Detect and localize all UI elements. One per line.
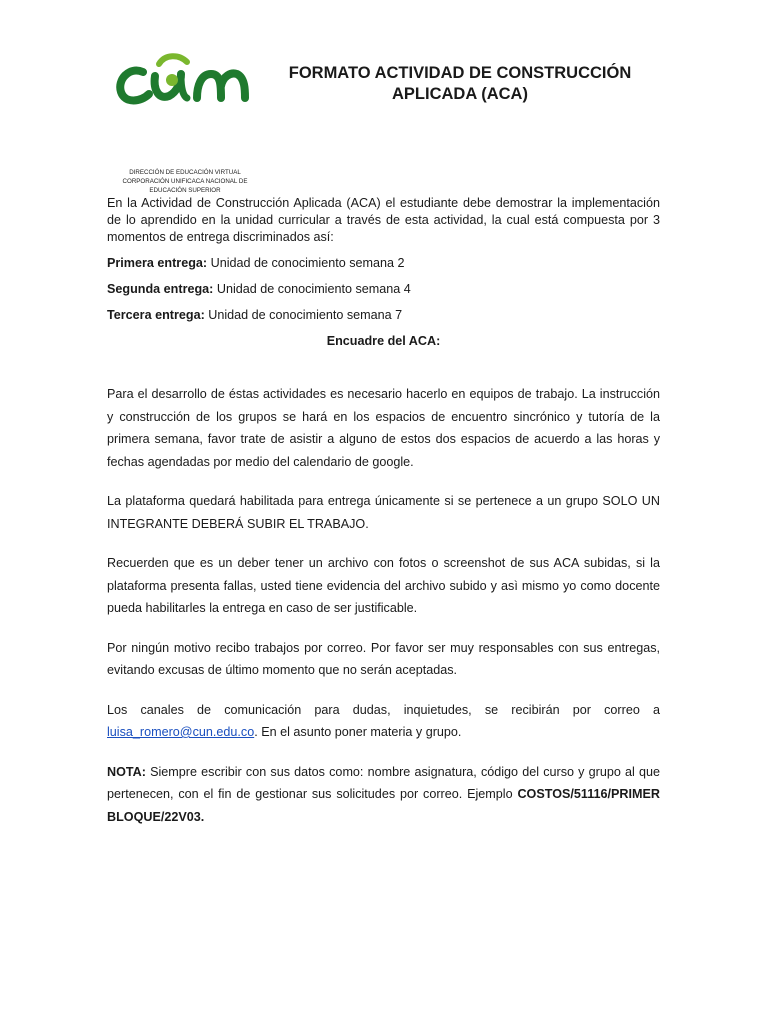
subheader-line-3: EDUCACIÓN SUPERIOR [149,187,221,194]
entrega-label: Primera entrega: [107,256,208,270]
intro-paragraph: En la Actividad de Construcción Aplicada (ACA) el estudiante debe demostrar la implementación de lo aprendido en la unidad curricular a través de esta actividad, la cual está compuesta por 3 momentos de entrega discriminados así: [107,196,660,244]
entrega-item [107,307,660,324]
section-heading-encuadre: Encuadre del ACA: [326,334,441,348]
entrega-item [107,255,660,272]
nota-example: COSTOS/51116/PRIMER BLOQUE/22V03. [107,787,660,824]
document-body [107,195,660,828]
entrega-text: Unidad de conocimiento semana 4 [213,282,411,296]
entrega-text: Unidad de conocimiento semana 2 [207,256,405,270]
document-title [260,63,660,105]
email-link[interactable]: luisa_romero@cun.edu.co [107,725,255,739]
entrega-item [107,281,660,298]
cun-logo-icon [115,50,255,110]
subheader-line-1: DIRECCIÓN DE EDUCACIÓN VIRTUAL [129,169,241,176]
paragraph-canales [107,699,660,744]
canales-text-end: . En el asunto poner materia y grupo. [254,725,462,739]
canales-text: Los canales de comunicación para dudas, inquietudes, se recibirán por correo a [107,702,660,717]
paragraph-correo: Por ningún motivo recibo trabajos por correo. Por favor ser muy responsables con sus entregas, evitando excusas de último momento que no serán aceptadas. [107,640,660,677]
paragraph-equipos: Para el desarrollo de éstas actividades es necesario hacerlo en equipos de trabajo. La instrucción y construcción de los grupos se hará en los espacios de encuentro sincrónico y tutoría de la primera semana, favor trate de asistir a alguno de estos dos espacios de acuerdo a las horas y fechas agendadas por medio del calendario de google. [107,387,660,469]
entrega-text: Unidad de conocimiento semana 7 [204,308,403,322]
institution-subheader [110,168,260,195]
entrega-label: Tercera entrega: [107,308,205,322]
paragraph-evidencia: Recuerden que es un deber tener un archivo con fotos o screenshot de sus ACA subidas, si la plataforma presenta fallas, usted tiene evidencia del archivo subido y asì mismo yo como docente pueda habilitarles la entrega en caso de ser justificable. [107,556,660,615]
entrega-label: Segunda entrega: [107,282,214,296]
title-line-2: APLICADA (ACA) [392,85,528,103]
nota-label: NOTA: [107,764,146,779]
paragraph-plataforma: La plataforma quedará habilitada para entrega únicamente si se pertenece a un grupo SOLO UN INTEGRANTE DEBERÁ SUBIR EL TRABAJO. [107,494,660,531]
nota-text: Siempre escribir con sus datos como: nombre asignatura, código del curso y grupo al que pertenecen, con el fin de gestionar sus solicitudes por correo. Ejemplo [107,764,660,801]
title-line-1: FORMATO ACTIVIDAD DE CONSTRUCCIÓN [288,64,632,82]
paragraph-nota [107,761,660,829]
subheader-line-2: CORPORACIÓN UNIFICACA NACIONAL DE [122,178,248,185]
